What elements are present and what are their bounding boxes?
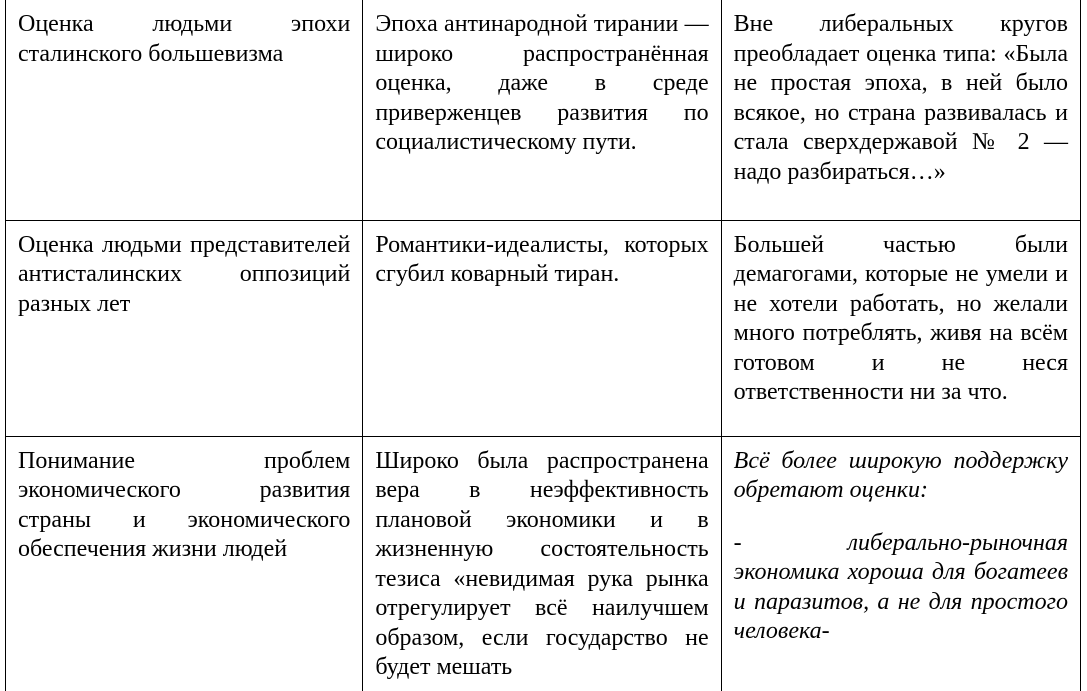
table-row <box>6 220 1081 436</box>
row1-past-cell <box>363 0 721 220</box>
row2-past-cell <box>363 220 721 436</box>
row3-present-intro: Всё более широкую поддержку обретают оценки: <box>733 447 1068 503</box>
row3-present-list-item: - либерально-рыночная экономика хороша для богатеев и паразитов, а не для простого человека- <box>733 529 1068 644</box>
row1-criterion-text: Оценка людьми эпохи сталинского большевизма <box>18 11 351 67</box>
comparison-table <box>5 0 1081 691</box>
row2-criterion-cell <box>6 220 363 436</box>
row2-present-text: Большей частью были демагогами, которые не умели и не хотели работать, но желали много потреблять, живя на всём готовом и не неся ответственности ни за что. <box>733 231 1068 405</box>
row2-past-text: Романтики-идеалисты, которых сгубил коварный тиран. <box>375 231 709 287</box>
row1-present-text: Вне либеральных кругов преобладает оценка типа: «Была не простая эпоха, в ней было всякое, но страна развивалась и стала сверхдержавой № 2 — надо разбираться…» <box>733 11 1068 185</box>
row2-present-cell <box>721 220 1080 436</box>
row3-past-text: Широко была распространена вера в неэффективность плановой экономики и в жизненную состоятельность тезиса «невидимая рука рынка отрегулирует всё наилучшем образом, если государство не будет мешать <box>375 447 709 680</box>
row1-criterion-cell <box>6 0 363 220</box>
row3-criterion-cell <box>6 436 363 691</box>
row3-past-cell <box>363 436 721 691</box>
row3-present-cell <box>721 436 1080 691</box>
table-row <box>6 0 1081 220</box>
row2-criterion-text: Оценка людьми представителей антисталинских оппозиций разных лет <box>18 231 351 317</box>
row1-present-cell <box>721 0 1080 220</box>
row3-criterion-text: Понимание проблем экономического развития страны и экономического обеспечения жизни людей <box>18 447 351 562</box>
row1-past-text: Эпоха антинародной тирании — широко распространённая оценка, даже в среде приверженцев развития по социалистическому пути. <box>375 11 709 155</box>
table-row <box>6 436 1081 691</box>
paragraph-spacer <box>734 506 1068 529</box>
